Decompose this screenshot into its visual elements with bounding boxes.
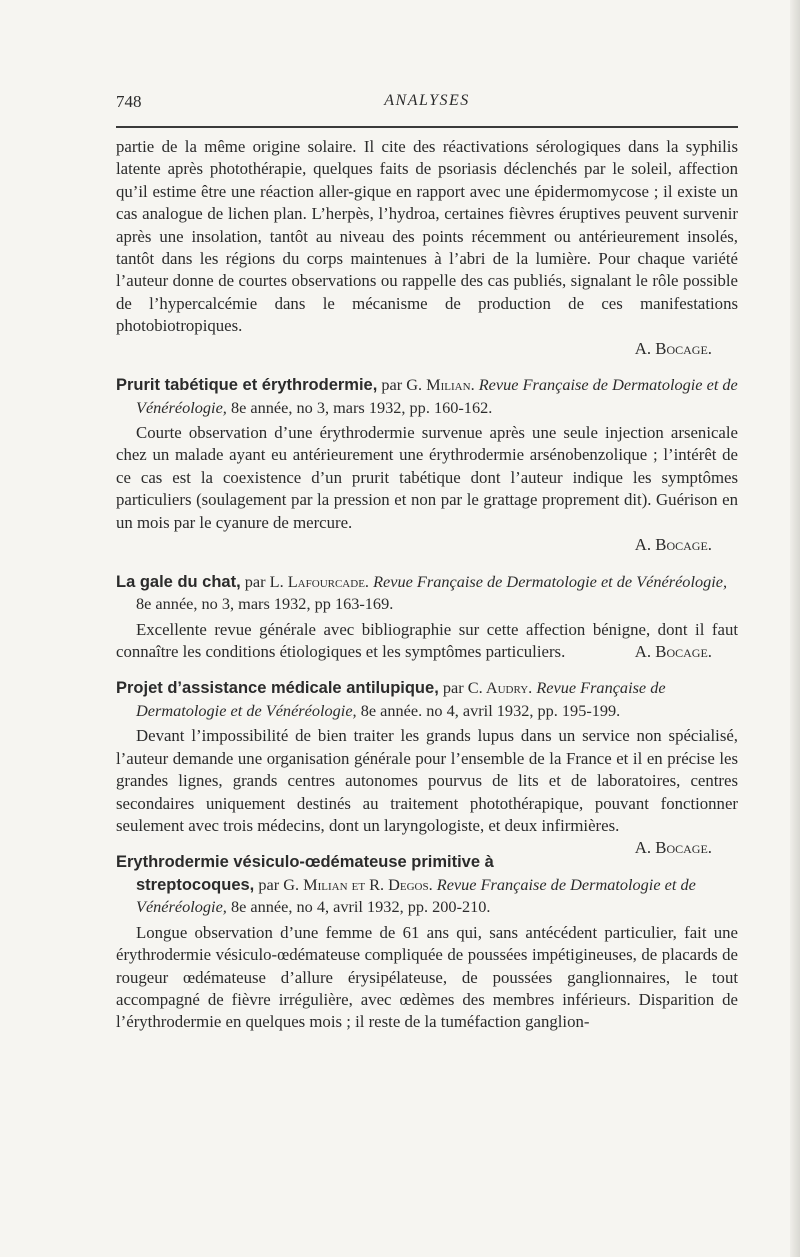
entry-journal: Revue Française de Dermatologie et de Vénéréologie, [373, 571, 728, 591]
page-header [116, 86, 738, 118]
review-entry [116, 374, 738, 556]
page-edge [790, 0, 800, 1257]
entry-reference: 8e année, no 4, avril 1932, pp. 200-210. [230, 897, 491, 917]
entry-by: par [244, 571, 266, 591]
journal-page [116, 86, 738, 1034]
review-entry [116, 677, 738, 858]
entry-by: par [442, 678, 464, 698]
entry-body: Longue observation d’une femme de 61 ans qui, sans antécédent particulier, fait une érythrodermie vésiculo-œdémateuse compliquée de poussées impétigineuses, de placards de rougeur œdémateuse d’allure érysipélateuse, de poussées ganglionnaires, le tout accompagné de fièvre irrégulière, avec œdèmes des membres inférieurs. Disparition de l’érythrodermie en quelques mois ; il reste de la tuméfaction ganglion- [116, 922, 738, 1032]
intro-paragraph [116, 136, 738, 338]
entry-by: par [381, 375, 403, 395]
review-entry [116, 851, 738, 1034]
entry-reference: 8e année, no 3, mars 1932, pp 163-169. [136, 594, 394, 613]
entry-author: G. Milian. [406, 375, 475, 395]
entry-heading [116, 851, 738, 918]
running-title: ANALYSES [384, 92, 470, 109]
entry-journal: Revue Française de Dermatologie et de Vénéréologie, [136, 375, 738, 417]
intro-signature: A. Bocage. [634, 338, 712, 358]
entry-title: Prurit tabétique et érythrodermie, [116, 376, 378, 395]
entry-heading [116, 571, 738, 615]
entry-author: G. Milian et R. Degos. [283, 874, 433, 894]
entry-title: La gale du chat, [116, 572, 241, 591]
entry-body: Courte observation d’une érythrodermie survenue après une seule injection arsenicale chez un malade ayant eu antérieurement une érythrodermie arsénobenzolique ; l’intérêt de ce cas est la coexistence d’un prurit tabétique dont l’auteur indique les symptômes particuliers (soulagement par la pression et non par le grattage proprement dit). Guérison en un mois par le cyanure de mercure. [116, 423, 738, 532]
entry-signature: A. Bocage. [634, 838, 712, 858]
page-number: 748 [116, 92, 142, 111]
entry-body-paragraph [116, 725, 738, 858]
entry-heading [116, 677, 738, 721]
entry-signature: A. Bocage. [634, 641, 712, 661]
entry-journal: Revue Française de Dermatologie et de Vénéréologie, [136, 678, 666, 720]
entry-title: Erythrodermie vésiculo-œdémateuse primitive à streptocoques, [116, 853, 494, 894]
entry-reference: 8e année. no 4, avril 1932, pp. 195-199. [360, 700, 621, 720]
entry-title: Projet d’assistance médicale antilupique, [116, 679, 439, 698]
entry-journal: Revue Française de Dermatologie et de Vénéréologie, [136, 874, 696, 917]
entry-reference: 8e année, no 3, mars 1932, pp. 160-162. [230, 397, 493, 417]
entry-body: Excellente revue générale avec bibliographie sur cette affection bénigne, dont il faut connaître les conditions étiologiques et les symptômes particuliers. [116, 619, 738, 661]
entry-body: Devant l’impossibilité de bien traiter les grands lupus dans un service non spécialisé, l’auteur demande une organisation générale pour l’ensemble de la France et il en précise les grandes lignes, grands centres autonomes pourvus de lits et de laboratoires, centres secondaires uniquement destinés au traitement photothérapique, pouvant fonctionner seulement avec trois médecins, dont un laryngologiste, et deux infirmières. [116, 726, 738, 835]
entry-signature: A. Bocage. [634, 535, 712, 555]
review-entry [116, 571, 738, 664]
entry-author: L. Lafourcade. [269, 571, 369, 591]
entry-by: par [258, 874, 280, 894]
entry-heading [116, 374, 738, 418]
entry-author: C. Audry. [467, 678, 533, 698]
intro-text: partie de la même origine solaire. Il cite des réactivations sérologiques dans la syphilis latente après photothérapie, quelques faits de psoriasis déclenchés par le soleil, affection qu’il estime être une réaction aller-gique en rapport avec une épidermomycose ; il existe un cas analogue de lichen plan. L’herpès, l’hydroa, certaines fièvres éruptives peuvent survenir après une insolation, tantôt au niveau des points récemment ou antérieurement insolés, tantôt dans les régions du corps maintenues à l’abri de la lumière. Pour chaque variété l’auteur donne de courtes observations ou rappelle des cas publiés, signalant le rôle possible de l’hypercalcémie dans le mécanisme de production de ces manifestations photobiotropiques. [116, 137, 738, 336]
header-rule [116, 126, 738, 128]
entry-body-paragraph [116, 619, 738, 664]
